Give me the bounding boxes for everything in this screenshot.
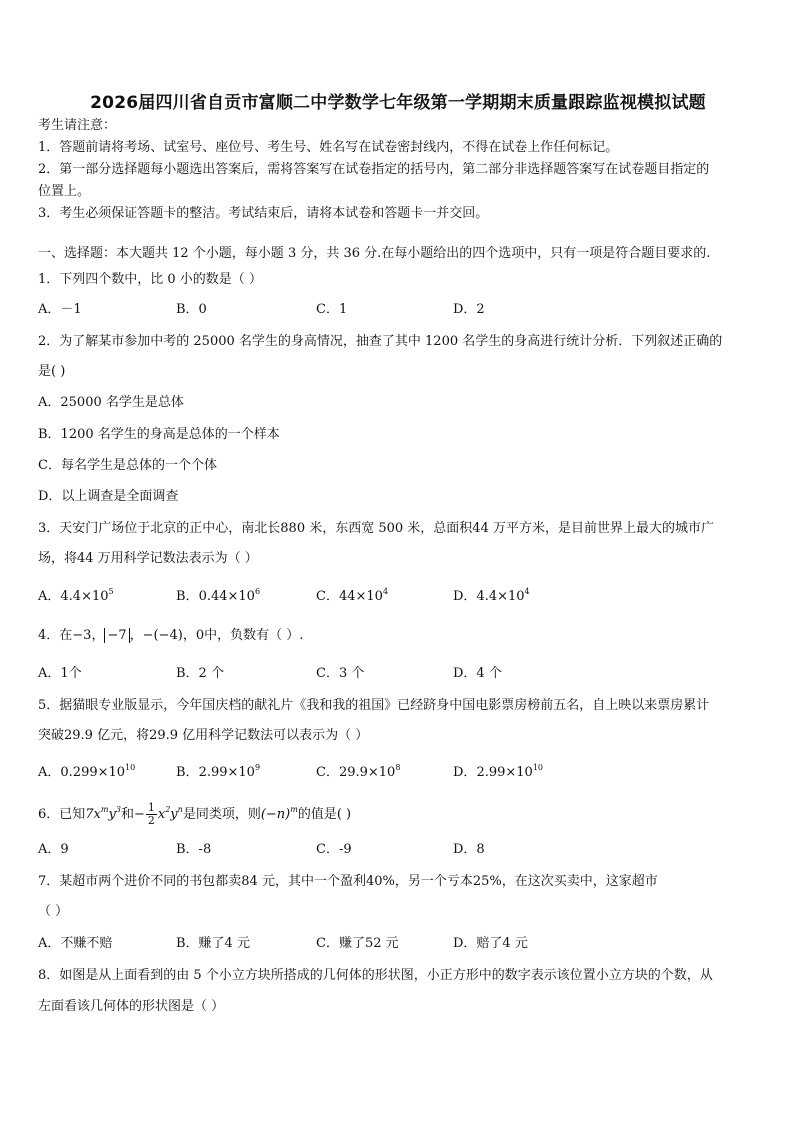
option-d: D．$4.4\times 10^4$ — [453, 587, 530, 604]
option-a: A．1个 — [38, 666, 82, 681]
option-a: A．$0.299\times 10^{10}$ — [38, 763, 136, 780]
option-b: B．$0.44\times 10^6$ — [176, 587, 261, 604]
option-d: D．$2.99\times 10^{10}$ — [453, 763, 544, 780]
option-c: C．3 个 — [316, 666, 365, 681]
question-7-stem: 7．某超市两个进价不同的书包都卖84 元，其中一个盈利40%，另一个亏本25%，在这次买卖中，这家超市 — [38, 874, 658, 889]
absolute-value: −7 — [104, 628, 129, 643]
option-d: D．4 个 — [453, 666, 502, 681]
option-c: C．-9 — [316, 842, 352, 857]
option-a: A．9 — [38, 842, 69, 857]
question-8-stem: 8．如图是从上面看到的由 5 个小立方块所搭成的几何体的形状图，小正方形中的数字表示该位置小立方块的个数，从 — [38, 968, 713, 983]
exam-title: 2026届四川省自贡市富顺二中学数学七年级第一学期期末质量跟踪监视模拟试题 — [90, 93, 706, 113]
option-c: C．$44\times 10^4$ — [316, 587, 389, 604]
question-7-stem-cont: （ ） — [38, 904, 69, 919]
question-6-stem: 6．已知$7x^my^3$和− $\frac{1}{2}$ $x^2y^n$是同类项，则$(-n)^m$的值是( ) — [38, 801, 352, 827]
question-6-options — [38, 840, 758, 860]
option-d: D．2 — [453, 302, 485, 317]
option-a: A．－1 — [38, 302, 82, 317]
notice-item-3: 3．考生必须保证答题卡的整洁。考试结束后，请将本试卷和答题卡一并交回。 — [38, 206, 489, 221]
question-5-options — [38, 763, 758, 783]
option-c: C．$29.9\times 10^8$ — [316, 763, 401, 780]
question-5-stem: 5．据猫眼专业版显示，今年国庆档的献礼片《我和我的祖国》已经跻身中国电影票房榜前五名，自上映以来票房累计 — [38, 698, 710, 713]
question-2-option-c: C．每名学生是总体的一个个体 — [38, 458, 217, 473]
question-1-options — [38, 300, 758, 320]
option-d: D．赔了4 元 — [453, 936, 528, 951]
question-3-stem-cont: 场，将44 万用科学记数法表示为（ ） — [38, 551, 258, 566]
notice-item-2: 2．第一部分选择题每小题选出答案后，需将答案写在试卷指定的括号内，第二部分非选择题答案写在试卷题目指定的 — [38, 162, 710, 177]
section-heading: 一、选择题：本大题共 12 个小题，每小题 3 分，共 36 分.在每小题给出的四个选项中，只有一项是符合题目要求的. — [38, 246, 711, 261]
option-c: C．1 — [316, 302, 348, 317]
question-5-stem-cont: 突破29.9 亿元，将29.9 亿用科学记数法可以表示为（ ） — [38, 728, 369, 743]
option-b: B．2 个 — [176, 666, 224, 681]
notice-item-1: 1．答题前请将考场、试室号、座位号、考生号、姓名写在试卷密封线内，不得在试卷上作任何标记。 — [38, 140, 619, 155]
question-1-stem: 1．下列四个数中，比 0 小的数是（ ） — [38, 272, 262, 287]
option-a: A．$4.4\times 10^5$ — [38, 587, 114, 604]
option-d: D．8 — [453, 842, 485, 857]
question-2-stem: 2．为了解某市参加中考的 25000 名学生的身高情况，抽查了其中 1200 名学生的身高进行统计分析．下列叙述正确的 — [38, 334, 723, 349]
notice-item-2-cont: 位置上。 — [38, 184, 91, 199]
question-8-stem-cont: 左面看该几何体的形状图是（ ） — [38, 999, 225, 1014]
question-7-options — [38, 934, 758, 954]
question-3-stem: 3．天安门广场位于北京的正中心，南北长880 米，东西宽 500 米，总面积44 万平方米，是目前世界上最大的城市广 — [38, 521, 714, 536]
question-2-option-a: A．25000 名学生是总体 — [38, 395, 184, 410]
question-2-option-b: B．1200 名学生的身高是总体的一个样本 — [38, 427, 280, 442]
question-3-options — [38, 587, 758, 607]
question-2-stem-cont: 是( ) — [38, 364, 66, 379]
option-a: A．不赚不赔 — [38, 936, 113, 951]
question-4-options — [38, 664, 758, 684]
option-b: B．-8 — [176, 842, 212, 857]
option-b: B．赚了4 元 — [176, 936, 250, 951]
option-b: B．0 — [176, 302, 207, 317]
question-4-stem: 4．在−3， −7 ，−(−4)，0中，负数有（ ）. — [38, 628, 304, 643]
option-c: C．赚了52 元 — [316, 936, 399, 951]
notice-heading: 考生请注意： — [38, 118, 117, 133]
fraction: $\frac{1}{2}$ — [147, 801, 155, 827]
question-2-option-d: D．以上调查是全面调查 — [38, 489, 179, 504]
option-b: B．$2.99\times 10^9$ — [176, 763, 261, 780]
